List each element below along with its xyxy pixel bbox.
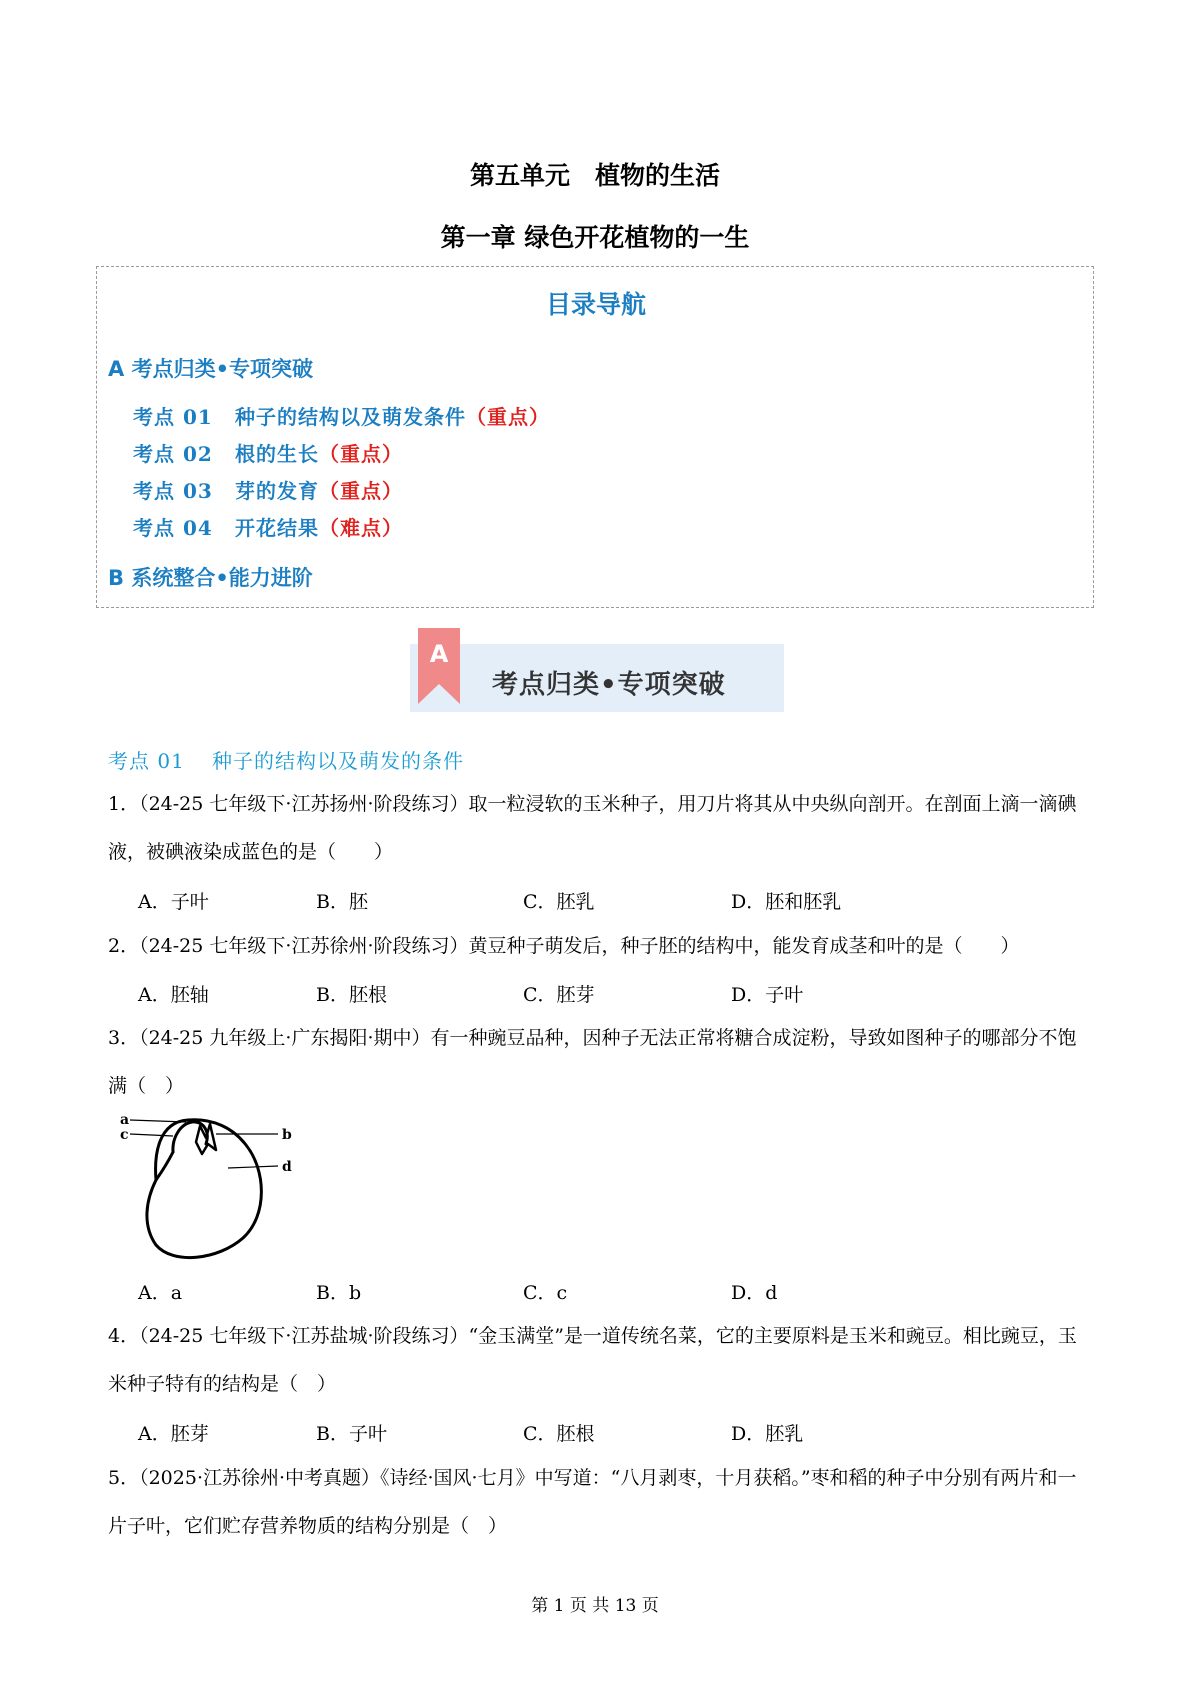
question-3-stem: 3．（24-25 九年级上·广东揭阳·期中）有一种豌豆品种，因种子无法正常将糖合成淀粉，导致如图种子的哪部分不饱满（ ）: [108, 1027, 1077, 1097]
toc-item-tag: （重点）: [319, 479, 403, 503]
toc-item[interactable]: [133, 401, 550, 430]
label-d: d: [282, 1159, 292, 1175]
question-1-options: [138, 887, 1088, 917]
option-c[interactable]: C．胚根: [523, 1423, 595, 1445]
kp-code: 考点 01: [108, 749, 185, 773]
option-b[interactable]: B．胚: [316, 891, 368, 913]
toc-item[interactable]: [133, 512, 403, 541]
chapter-title: 第一章 绿色开花植物的一生: [440, 223, 750, 252]
toc-item-name: 开花结果: [235, 516, 319, 540]
question-5-stem: 5．（2025·江苏徐州·中考真题）《诗经·国风·七月》中写道：“八月剥枣，十月获稻。”枣和稻的种子中分别有两片和一片子叶，它们贮存营养物质的结构分别是（ ）: [108, 1467, 1077, 1537]
label-b: b: [282, 1127, 292, 1143]
toc-item-tag: （重点）: [466, 405, 550, 429]
toc-item-tag: （难点）: [319, 516, 403, 540]
toc-box: [96, 266, 1094, 608]
option-a[interactable]: A．胚轴: [138, 984, 209, 1006]
option-c[interactable]: C．胚乳: [523, 891, 595, 913]
option-c[interactable]: C．c: [523, 1282, 568, 1304]
toc-item[interactable]: [133, 475, 403, 504]
seed-diagram: [118, 1110, 308, 1265]
label-c: c: [120, 1127, 129, 1143]
option-d[interactable]: D．胚乳: [731, 1423, 804, 1445]
option-b[interactable]: B．b: [316, 1282, 362, 1304]
toc-item-tag: （重点）: [319, 442, 403, 466]
option-a[interactable]: A．a: [138, 1282, 183, 1304]
toc-item-code: 考点 02: [133, 442, 213, 466]
question-3-options: [138, 1278, 1088, 1308]
question-2-options: [138, 980, 1088, 1010]
toc-heading: 目录导航: [545, 290, 646, 319]
toc-item-code: 考点 04: [133, 516, 213, 540]
option-b[interactable]: B．胚根: [316, 984, 387, 1006]
toc-item-code: 考点 01: [133, 405, 213, 429]
kp-heading: [108, 745, 464, 774]
option-d[interactable]: D．子叶: [731, 984, 804, 1006]
banner-letter: A: [429, 640, 449, 668]
option-d[interactable]: D．胚和胚乳: [731, 891, 842, 913]
question-4-options: [138, 1419, 1088, 1449]
label-a: a: [120, 1112, 130, 1128]
page-footer: 第 1 页 共 13 页: [531, 1596, 659, 1616]
kp-name: 种子的结构以及萌发的条件: [212, 749, 464, 773]
option-a[interactable]: A．胚芽: [138, 1423, 209, 1445]
section-banner: [410, 628, 784, 714]
toc-item-name: 芽的发育: [235, 479, 319, 503]
toc-item-code: 考点 03: [133, 479, 213, 503]
toc-item-name: 根的生长: [235, 442, 319, 466]
question-2-stem: 2．（24-25 七年级下·江苏徐州·阶段练习）黄豆种子萌发后，种子胚的结构中，能发育成茎和叶的是（ ）: [108, 935, 1020, 957]
option-b[interactable]: B．子叶: [316, 1423, 387, 1445]
toc-section-b[interactable]: B 系统整合•能力进阶: [108, 566, 313, 590]
toc-item-name: 种子的结构以及萌发条件: [235, 405, 466, 429]
option-a[interactable]: A．子叶: [138, 891, 209, 913]
toc-section-a[interactable]: A 考点归类•专项突破: [108, 357, 313, 381]
toc-item[interactable]: [133, 438, 403, 467]
question-4-stem: 4．（24-25 七年级下·江苏盐城·阶段练习）“金玉满堂”是一道传统名菜，它的主要原料是玉米和豌豆。相比豌豆，玉米种子特有的结构是（ ）: [108, 1325, 1077, 1395]
question-1-stem: 1．（24-25 七年级下·江苏扬州·阶段练习）取一粒浸软的玉米种子，用刀片将其从中央纵向剖开。在剖面上滴一滴碘液，被碘液染成蓝色的是（ ）: [108, 793, 1077, 863]
option-d[interactable]: D．d: [731, 1282, 778, 1304]
banner-text: 考点归类•专项突破: [492, 670, 726, 700]
option-c[interactable]: C．胚芽: [523, 984, 595, 1006]
unit-title: 第五单元 植物的生活: [469, 161, 720, 190]
